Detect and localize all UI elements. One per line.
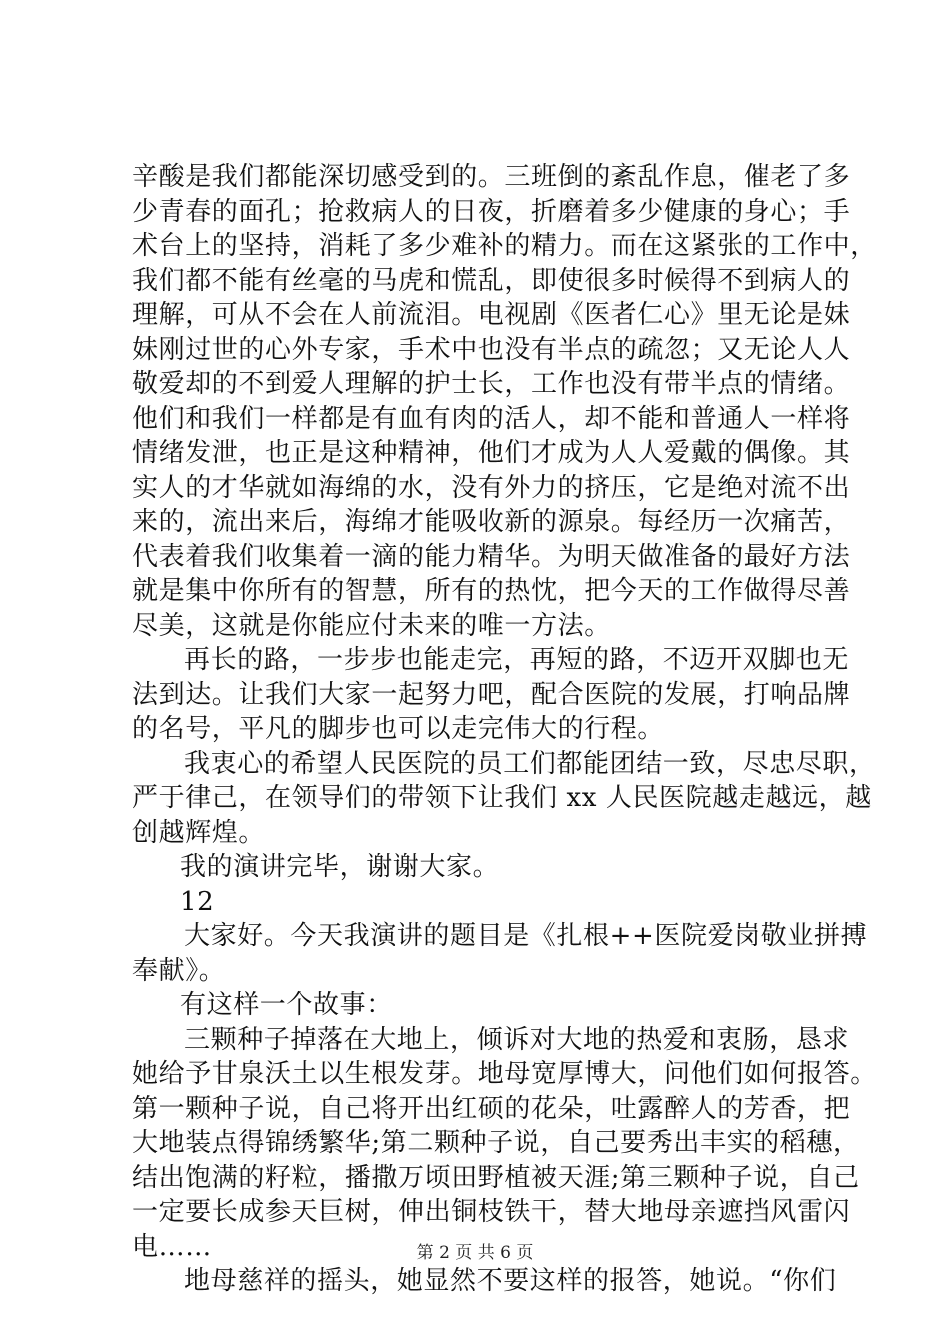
text-line: 来的，流出来后，海绵才能吸收新的源泉。每经历一次痛苦， [132,507,851,537]
paragraph-first-line: 我的演讲完毕，谢谢大家。 [180,852,500,882]
text-line: 大地装点得锦绣繁华;第二颗种子说，自己要秀出丰实的稻穗， [132,1128,860,1158]
section-number: 12 [180,886,215,917]
text-line: 的名号，平凡的脚步也可以走完伟大的行程。 [132,714,665,744]
text-line: 辛酸是我们都能深切感受到的。三班倒的紊乱作息，催老了多 [132,162,851,192]
document-body [132,160,877,1299]
text-line: 就是集中你所有的智慧，所有的热忱，把今天的工作做得尽善 [132,576,851,606]
text-line: 情绪发泄，也正是这种精神，他们才成为人人爱戴的偶像。其 [132,438,851,468]
text-line: 代表着我们收集着一滴的能力精华。为明天做准备的最好方法 [132,541,851,572]
text-line: 电…… [132,1231,212,1262]
text-line: 她给予甘泉沃土以生根发芽。地母宽厚博大，问他们如何报答。 [132,1059,877,1089]
text-line: 他们和我们一样都是有血有肉的活人，却不能和普通人一样将 [132,403,851,434]
text-line: 少青春的面孔；抢救病人的日夜，折磨着多少健康的身心；手 [132,196,851,227]
paragraph-first-line: 有这样一个故事： [180,990,393,1020]
text-line: 敬爱却的不到爱人理解的护士长，工作也没有带半点的情绪。 [132,369,851,399]
text-line: 严于律己，在领导们的带领下让我们 xx 人民医院越走越远，越 [132,783,872,813]
page-number-footer: 第 2 页 共 6 页 [416,1243,534,1263]
text-line: 实人的才华就如海绵的水，没有外力的挤压，它是绝对流不出 [132,472,851,503]
text-line: 奉献》。 [132,955,226,986]
paragraph-first-line: 再长的路，一步步也能走完，再短的路，不迈开双脚也无 [184,645,850,675]
text-line: 尽美，这就是你能应付未来的唯一方法。 [132,610,611,641]
text-line: 一定要长成参天巨树，伸出铜枝铁干，替大地母亲遮挡风雷闪 [132,1197,851,1227]
text-line: 妹刚过世的心外专家，手术中也没有半点的疏忽；又无论人人 [132,334,851,365]
text-line: 结出饱满的籽粒，播撒万顷田野植被天涯;第三颗种子说，自己 [132,1162,860,1193]
text-line: 法到达。让我们大家一起努力吧，配合医院的发展，打响品牌 [132,679,851,710]
text-line: 我们都不能有丝毫的马虎和慌乱，即使很多时候得不到病人的 [132,265,851,296]
paragraph-first-line: 大家好。今天我演讲的题目是《扎根++医院爱岗敬业拼搏 [184,921,868,951]
text-line: 术台上的坚持，消耗了多少难补的精力。而在这紧张的工作中， [132,231,877,261]
paragraph-first-line: 三颗种子掉落在大地上，倾诉对大地的热爱和衷肠，恳求 [184,1024,850,1055]
text-line: 理解，可从不会在人前流泪。电视剧《医者仁心》里无论是妹 [132,300,851,330]
text-line: 第一颗种子说，自己将开出红硕的花朵，吐露醉人的芳香，把 [132,1093,851,1124]
paragraph-first-line: 我衷心的希望人民医院的员工们都能团结一致，尽忠尽职， [184,748,876,779]
text-line: 创越辉煌。 [132,817,266,848]
paragraph-first-line: 地母慈祥的摇头，她显然不要这样的报答，她说。“你们 [184,1266,837,1296]
